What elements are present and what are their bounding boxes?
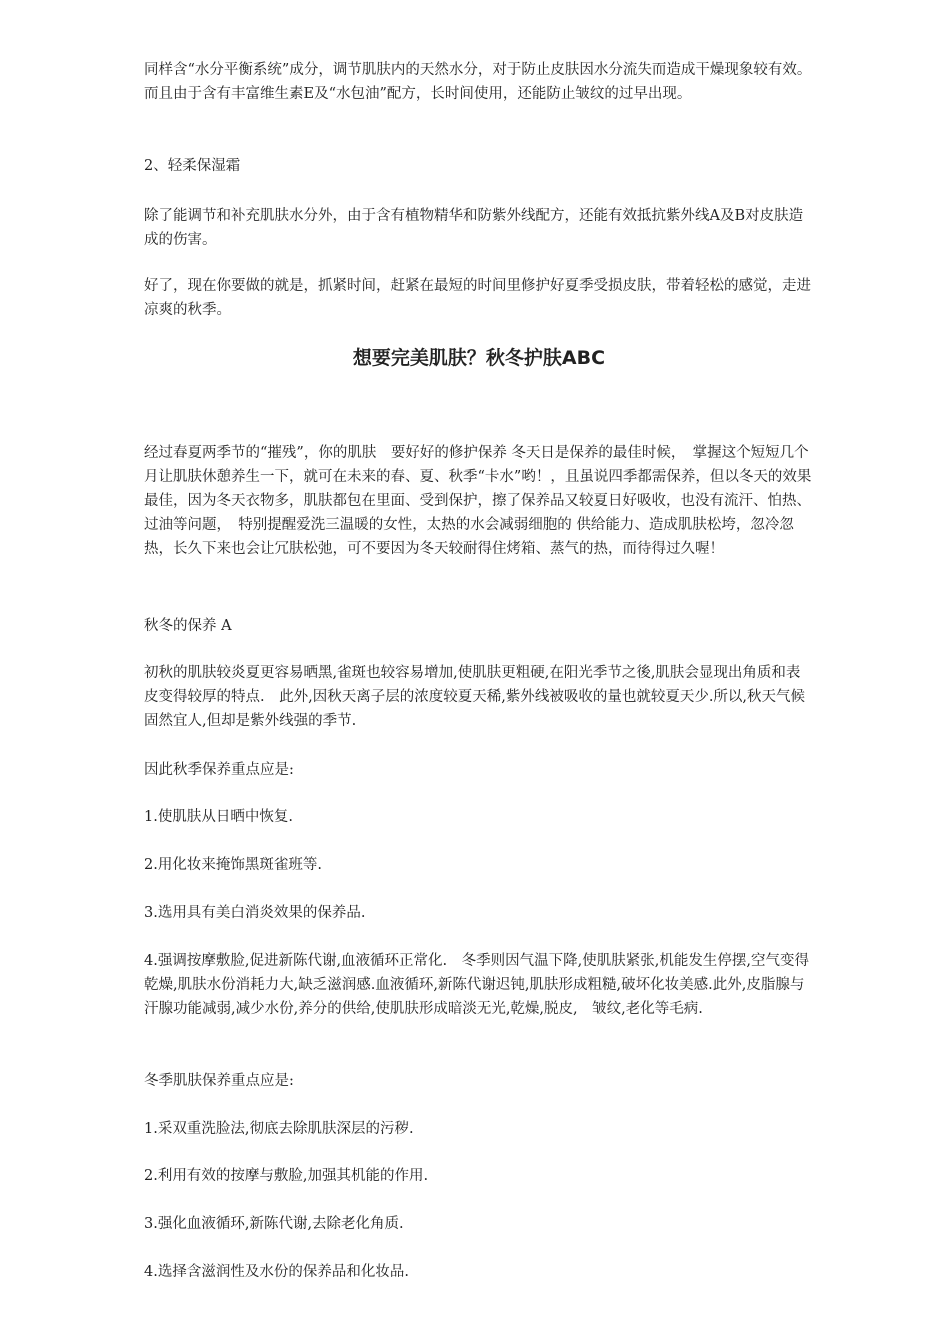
paragraph-moisture-balance: 同样含“水分平衡系统”成分，调节肌肤内的天然水分，对于防止皮肤因水分流失而造成干燥现象较有效。而且由于含有丰富维生素E及“水包油”配方，长时间使用，还能防止皱纹的过早出现。 <box>144 62 812 102</box>
list-item-winter-1: 1.采双重洗脸法,彻底去除肌肤深层的污秽. <box>144 1121 414 1137</box>
heading-autumn-focus: 因此秋季保养重点应是: <box>144 762 294 778</box>
list-item-autumn-2: 2.用化妆来掩饰黑斑雀班等. <box>144 857 322 873</box>
list-item-autumn-4: 4.强调按摩敷脸,促进新陈代谢,血液循环正常化. 冬季则因气温下降,使肌肤紧张,机能发生停摆,空气变得乾燥,肌肤水份消耗力大,缺乏滋润感.血液循环,新陈代谢迟钝,肌肤形成粗糙,破坏化妆美感.此外,皮脂腺与汗腺功能减弱,减少水份,养分的供给,使肌肤形成暗淡无光,乾燥,脱皮, 皱纹,老化等毛病. <box>144 953 809 1017</box>
heading-winter-focus: 冬季肌肤保养重点应是: <box>144 1073 294 1089</box>
list-item-autumn-3: 3.选用具有美白消炎效果的保养品. <box>144 905 366 921</box>
article-title: 想要完美肌肤？秋冬护肤ABC <box>352 347 606 369</box>
paragraph-early-autumn: 初秋的肌肤较炎夏更容易晒黑,雀斑也较容易增加,使肌肤更粗硬,在阳光季节之後,肌肤会显现出角质和表皮变得较厚的特点. 此外,因秋天离子层的浓度较夏天稀,紫外线被吸收的量也就较夏天少.所以,秋天气候固然宜人,但却是紫外线强的季节. <box>144 665 806 729</box>
list-item-winter-4: 4.选择含滋润性及水份的保养品和化妆品. <box>144 1264 409 1280</box>
heading-gentle-cream: 2、轻柔保湿霜 <box>144 158 241 174</box>
paragraph-uv-protection: 除了能调节和补充肌肤水分外，由于含有植物精华和防紫外线配方，还能有效抵抗紫外线A及B对皮肤造成的伤害。 <box>144 208 804 248</box>
heading-autumn-winter-a: 秋冬的保养 A <box>144 618 232 634</box>
list-item-winter-3: 3.强化血液循环,新陈代谢,去除老化角质. <box>144 1216 404 1232</box>
list-item-autumn-1: 1.使肌肤从日晒中恢复. <box>144 809 293 825</box>
paragraph-summer-repair: 好了，现在你要做的就是，抓紧时间，赶紧在最短的时间里修护好夏季受损皮肤，带着轻松的感觉，走进凉爽的秋季。 <box>144 278 811 318</box>
list-item-winter-2: 2.利用有效的按摩与敷脸,加强其机能的作用. <box>144 1168 429 1184</box>
paragraph-winter-care-intro: 经过春夏两季节的“摧残”，你的肌肤 要好好的修护保养 冬天日是保养的最佳时候， 掌握这个短短几个月让肌肤休憩养生一下，就可在未来的春、夏、秋季“卡水”哟！，且虽说四季都需保养，但以冬天的效果 最佳，因为冬天衣物多，肌肤都包在里面、受到保护，擦了保养品又较夏日好吸收，也没有流汗、怕热、过油等问题， 特别提醒爱洗三温暖的女性，太热的水会减弱细胞的 供给能力、造成肌肤松垮，忽冷忽热，长久下来也会让冗肤松弛，可不要因为冬天较耐得住烤箱、蒸气的热，而待得过久喔！ <box>144 445 812 557</box>
